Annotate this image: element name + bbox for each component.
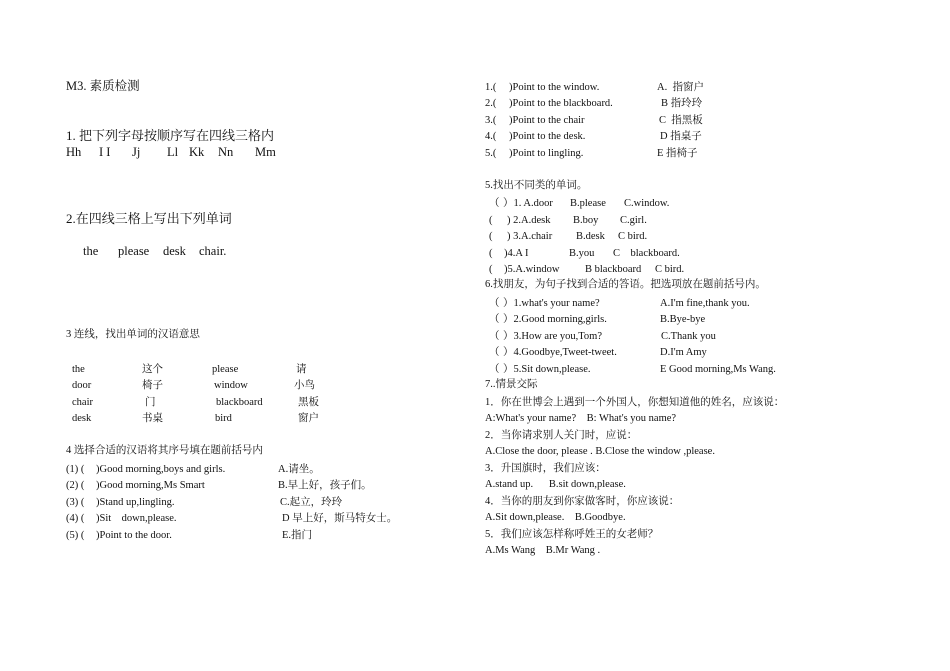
- q5-option-b: B.boy: [573, 215, 599, 226]
- q6-item: [489, 330, 789, 344]
- match-number: 5.(: [485, 148, 497, 159]
- q7-line: 5．我们应该怎样称呼姓王的女老师？: [485, 529, 659, 540]
- q6-answer: B.Bye-bye: [660, 314, 706, 325]
- q5-option-b: B blackboard: [585, 264, 642, 275]
- q4-item: [66, 496, 416, 510]
- q6-answer: C.Thank you: [661, 331, 716, 342]
- q6-question: ）4.Goodbye,Tweet-tweet.: [503, 347, 617, 358]
- q4-number: (1) (: [66, 464, 85, 475]
- letter-item: Jj: [132, 145, 141, 159]
- q4-sentence: )Sit down,please.: [96, 513, 177, 524]
- q7-line: A.Ms Wang B.Mr Wang .: [485, 545, 601, 556]
- match-item: [485, 147, 745, 161]
- q3-row: [72, 379, 352, 393]
- q7-line: A.stand up. B.sit down,please.: [485, 479, 626, 490]
- match-sentence: )Point to the chair: [509, 115, 585, 126]
- letter-item: I I: [99, 145, 111, 159]
- q4-sentence: )Stand up,lingling.: [96, 497, 175, 508]
- q6-answer: D.I'm Amy: [660, 347, 707, 358]
- match-option: A. 指窗户: [657, 82, 704, 93]
- q6-item: [489, 346, 789, 360]
- q3-meaning: 椅子: [142, 380, 163, 391]
- q5-bracket: (: [489, 231, 493, 242]
- q3-word: the: [72, 364, 85, 375]
- q5-option-c: C blackboard.: [613, 248, 680, 259]
- q5-title: 5.找出不同类的单词。: [485, 180, 588, 191]
- q6-question: ）2.Good morning,girls.: [503, 314, 607, 325]
- q6-question: ）5.Sit down,please.: [503, 364, 591, 375]
- q6-answer: E Good morning,Ms Wang.: [660, 364, 776, 375]
- q5-bracket: (: [489, 248, 493, 259]
- q6-bracket: （: [489, 347, 500, 358]
- q5-option-c: C bird.: [618, 231, 648, 242]
- q5-item: [489, 214, 709, 228]
- q5-option-a: ）1. A.door: [503, 198, 553, 209]
- q3-meaning: 书桌: [142, 413, 163, 424]
- q4-title: 4 选择合适的汉语将其序号填在题前括号内: [66, 445, 263, 456]
- q5-item: [489, 197, 709, 211]
- q6-item: [489, 363, 789, 377]
- worksheet-header: M3. 素质检测: [66, 79, 140, 93]
- match-item: [485, 81, 745, 95]
- q3-meaning: 黑板: [298, 397, 319, 408]
- q6-bracket: （: [489, 314, 500, 325]
- q5-option-b: B.please: [570, 198, 606, 209]
- q4-sentence: )Good morning,Ms Smart: [96, 480, 205, 491]
- q4-number: (4) (: [66, 513, 85, 524]
- match-number: 1.(: [485, 82, 497, 93]
- q7-question: [485, 462, 825, 476]
- q7-line: 1．你在世博会上遇到一个外国人，你想知道他的姓名，应该说：: [485, 397, 785, 408]
- q4-option: D 早上好，斯马特女士。: [282, 513, 398, 524]
- q6-question: ）1.what's your name?: [503, 298, 600, 309]
- q7-line: A.Sit down,please. B.Goodbye.: [485, 512, 626, 523]
- q3-meaning: 窗户: [298, 413, 319, 424]
- word-item: please: [118, 244, 150, 258]
- q5-item: [489, 263, 709, 277]
- q3-meaning: 门: [145, 397, 156, 408]
- q3-word: chair: [72, 397, 93, 408]
- q3-word: blackboard: [216, 397, 263, 408]
- q5-option-a: )4.A I: [504, 248, 529, 259]
- match-sentence: )Point to the desk.: [509, 131, 586, 142]
- q4-item: [66, 479, 416, 493]
- match-sentence: )Point to lingling.: [509, 148, 584, 159]
- q3-meaning: 这个: [142, 364, 163, 375]
- q7-line: A:What's your name? B: What's you name?: [485, 413, 677, 424]
- q4-number: (3) (: [66, 497, 85, 508]
- q1-letters: [66, 146, 366, 160]
- q5-option-c: C.girl.: [620, 215, 647, 226]
- q3-word: window: [214, 380, 248, 391]
- word-item: desk: [163, 244, 186, 258]
- q4-number: (2) (: [66, 480, 85, 491]
- q3-word: bird: [215, 413, 232, 424]
- match-item: [485, 114, 745, 128]
- match-sentence: )Point to the window.: [509, 82, 600, 93]
- q1-title: 1. 把下列字母按顺序写在四线三格内: [66, 128, 275, 143]
- match-number: 2.(: [485, 98, 497, 109]
- q2-words: [83, 245, 383, 259]
- q7-options: [485, 544, 825, 558]
- q3-word: please: [212, 364, 239, 375]
- q4-item: [66, 512, 416, 526]
- letter-item: Ll: [167, 145, 179, 159]
- match-option: E 指椅子: [657, 148, 698, 159]
- q3-row: [72, 412, 352, 426]
- q3-meaning: 小鸟: [294, 380, 315, 391]
- q3-row: [72, 396, 352, 410]
- q4-item: [66, 529, 416, 543]
- q6-title: 6.找朋友，为句子找到合适的答语。把选项放在题前括号内。: [485, 279, 766, 290]
- match-number: 3.(: [485, 115, 497, 126]
- q7-options: [485, 511, 825, 525]
- q4-sentence: )Point to the door.: [96, 530, 172, 541]
- q4-sentence: )Good morning,boys and girls.: [96, 464, 226, 475]
- q7-line: A.Close the door, please . B.Close the window ,please.: [485, 446, 715, 457]
- q5-bracket: （: [489, 198, 500, 209]
- q3-word: desk: [72, 413, 92, 424]
- q7-options: [485, 445, 825, 459]
- q7-line: 4．当你的朋友到你家做客时，你应该说：: [485, 496, 680, 507]
- q3-meaning: 请: [296, 364, 307, 375]
- q5-option-a: ) 2.A.desk: [507, 215, 551, 226]
- q5-option-a: ) 3.A.chair: [507, 231, 553, 242]
- match-item: [485, 97, 745, 111]
- q5-item: [489, 230, 709, 244]
- letter-item: Kk: [189, 145, 205, 159]
- q3-word: door: [72, 380, 92, 391]
- q5-option-c: C bird.: [655, 264, 685, 275]
- q6-bracket: （: [489, 331, 500, 342]
- q4-option: E.指门: [282, 530, 313, 541]
- q4-option: B.早上好，孩子们。: [278, 480, 372, 491]
- q7-question: [485, 396, 825, 410]
- letter-item: Mm: [255, 145, 276, 159]
- match-sentence: )Point to the blackboard.: [509, 98, 613, 109]
- match-number: 4.(: [485, 131, 497, 142]
- q3-row: [72, 363, 352, 377]
- q5-option-c: C.window.: [624, 198, 670, 209]
- q7-question: [485, 495, 825, 509]
- match-item: [485, 130, 745, 144]
- q5-bracket: (: [489, 215, 493, 226]
- word-item: chair.: [199, 244, 227, 258]
- q3-title: 3 连线，找出单词的汉语意思: [66, 329, 200, 340]
- letter-item: Nn: [218, 145, 234, 159]
- q6-item: [489, 297, 789, 311]
- q4-option: C.起立，玲玲: [280, 497, 343, 508]
- match-option: C 指黑板: [659, 115, 703, 126]
- q4-number: (5) (: [66, 530, 85, 541]
- q6-question: ）3.How are you,Tom?: [503, 331, 602, 342]
- q6-answer: A.I'm fine,thank you.: [660, 298, 750, 309]
- q5-option-b: B.you: [569, 248, 595, 259]
- q5-item: [489, 247, 709, 261]
- q7-options: [485, 412, 825, 426]
- match-option: D 指桌子: [660, 131, 702, 142]
- q5-option-a: )5.A.window: [504, 264, 560, 275]
- word-item: the: [83, 244, 99, 258]
- q6-bracket: （: [489, 364, 500, 375]
- q7-title: 7..情景交际: [485, 379, 538, 390]
- q4-item: [66, 463, 416, 477]
- q5-bracket: (: [489, 264, 493, 275]
- q7-question: [485, 528, 825, 542]
- q6-bracket: （: [489, 298, 500, 309]
- q5-option-b: B.desk: [576, 231, 605, 242]
- q7-question: [485, 429, 825, 443]
- q2-title: 2.在四线三格上写出下列单词: [66, 211, 232, 226]
- q7-options: [485, 478, 825, 492]
- letter-item: Hh: [66, 145, 82, 159]
- q6-item: [489, 313, 789, 327]
- q4-option: A.请坐。: [278, 464, 320, 475]
- q7-line: 2．当你请求别人关门时，应说：: [485, 430, 638, 441]
- match-option: B 指玲玲: [661, 98, 703, 109]
- q7-line: 3．升国旗时，我们应该：: [485, 463, 606, 474]
